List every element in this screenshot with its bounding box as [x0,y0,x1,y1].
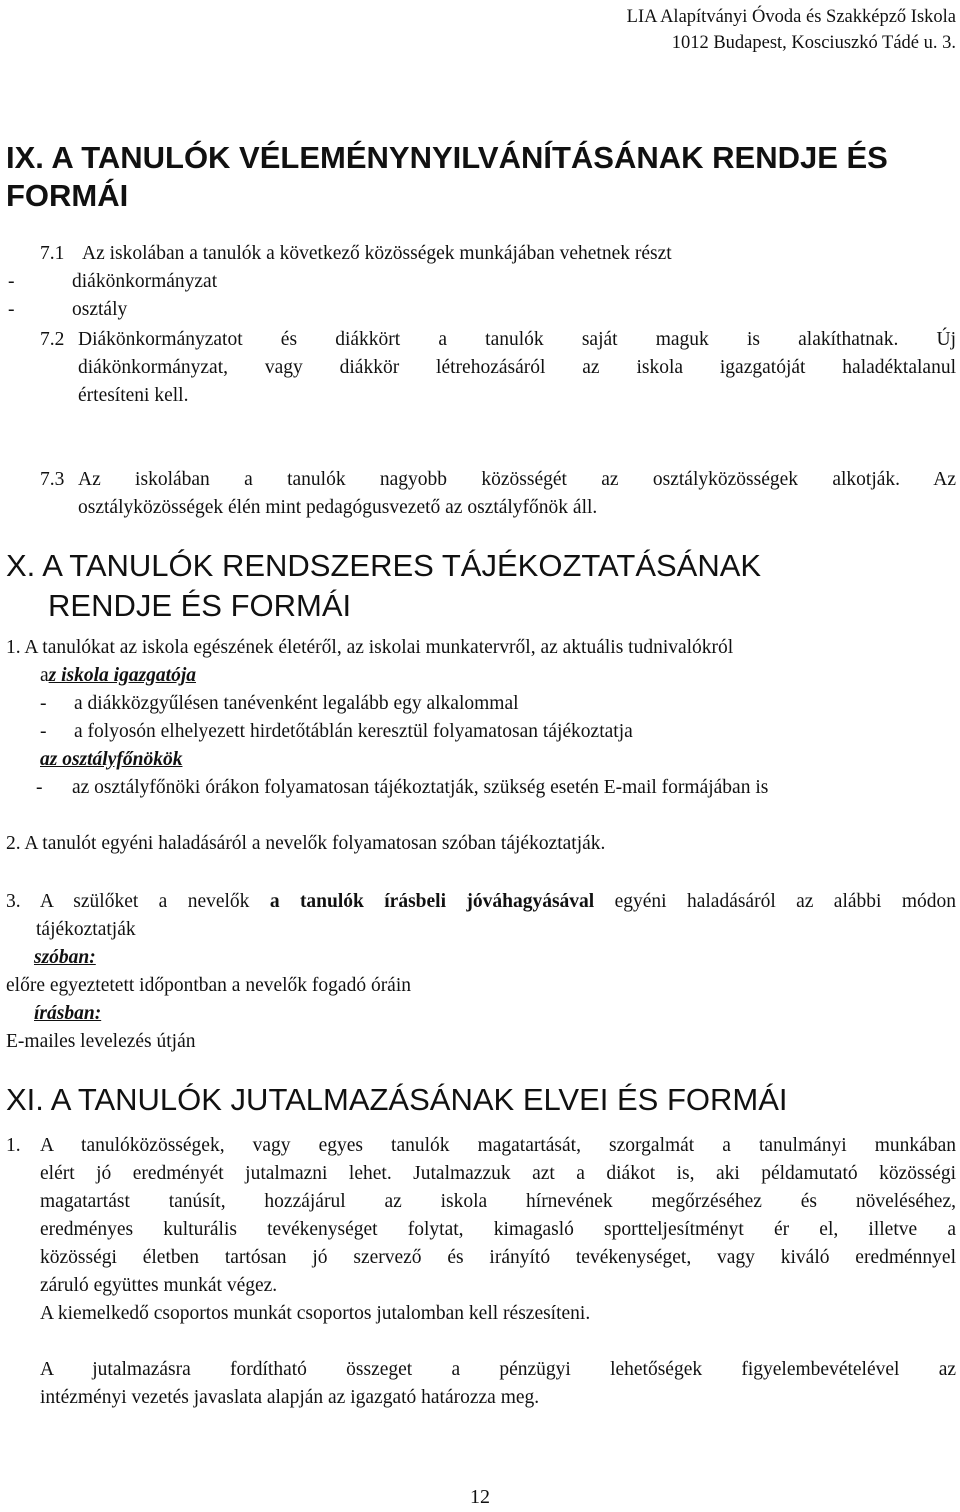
item-7-2-line1: Diákönkormányzatot és diákkört a tanulók saját maguk is alakíthatnak. Új [78,329,956,350]
item-7-3-line2: osztályközösségek élén mint pedagógusvezető az osztályfőnök áll. [78,497,598,518]
list-item-diakonkormanyzat: diákönkormányzat [72,271,218,292]
x-item-3-line1: 3. A szülőket a nevelők a tanulók írásbeli jóváhagyásával egyéni haladásáról az alábbi módon [6,891,956,912]
item-7-3-number: 7.3 [40,469,65,490]
xi-item-1-line1: A tanulóközösségek, vagy egyes tanulók magatartását, szorgalmát a tanulmányi munkában [40,1135,956,1156]
label-szoban: szóban: [34,947,96,968]
item-7-1-text: Az iskolában a tanulók a következő közösségek munkájában vehetnek részt [82,243,672,264]
xi-item-2-line2: intézményi vezetés javaslata alapján az igazgató határozza meg. [40,1387,540,1408]
page-number: 12 [470,1486,490,1508]
school-name: LIA Alapítványi Óvoda és Szakképző Iskola [626,7,956,27]
list-dash: - [8,271,15,292]
list-dash: - [8,299,15,320]
subheading-osztalyfonokok: az osztályfőnökök [40,749,183,770]
xi-item-1-number: 1. [6,1135,21,1156]
list-dash: - [36,777,43,798]
section-11-title: XI. A TANULÓK JUTALMAZÁSÁNAK ELVEI ÉS FORMÁI [6,1082,788,1117]
section-9-title-line2: FORMÁI [6,178,129,213]
x-item-3-line2: tájékoztatják [36,919,136,940]
x-item-1-text: 1. A tanulókat az iskola egészének életéről, az iskolai munkatervről, az aktuális tudnivalókról [6,637,734,658]
item-7-2-number: 7.2 [40,329,65,350]
list-item-osztaly: osztály [72,299,128,320]
section-10-title-line1: X. A TANULÓK RENDSZERES TÁJÉKOZTATÁSÁNAK [6,548,762,583]
list-dash: - [40,693,47,714]
x-item-2-text: 2. A tanulót egyéni haladásáról a nevelők folyamatosan szóban tájékoztatják. [6,833,606,854]
text-szoban: előre egyeztetett időpontban a nevelők fogadó óráin [6,975,412,996]
item-7-1-number: 7.1 [40,243,65,264]
section-9-title-line1: IX. A TANULÓK VÉLEMÉNYNYILVÁNÍTÁSÁNAK RENDJE ÉS [6,140,888,175]
xi-item-1-line6: záruló együttes munkát végez. [40,1275,278,1296]
item-7-3-line1: Az iskolában a tanulók nagyobb közösségét az osztályközösségek alkotják. Az [78,469,956,490]
list-item-osztalyfonoki-orak: az osztályfőnöki órákon folyamatosan tájékoztatják, szükség esetén E-mail formájában is [72,777,769,798]
xi-item-2-line1: A jutalmazásra fordítható összeget a pénzügyi lehetőségek figyelembevételével az [40,1359,956,1380]
section-10-title-line2: RENDJE ÉS FORMÁI [48,588,352,623]
subheading-igazgato: az iskola igazgatója [40,665,197,686]
list-item-hirdetotabla: a folyosón elhelyezett hirdetőtáblán keresztül folyamatosan tájékoztatja [74,721,633,742]
xi-item-1-line2: elért jó eredményét jutalmazni lehet. Jutalmazzuk azt a diákot is, aki példamutató közösségi [40,1163,956,1184]
school-address: 1012 Budapest, Kosciuszkó Tádé u. 3. [671,33,956,53]
xi-item-1-line3: magatartást tanúsít, hozzájárul az iskola hírnevének megőrzéséhez és növeléséhez, [40,1191,956,1212]
list-item-diakkozgyules: a diákközgyűlésen tanévenként legalább egy alkalommal [74,693,519,714]
item-7-2-line2: diákönkormányzat, vagy diákkör létrehozásáról az iskola igazgatóját haladéktalanul [78,357,956,378]
label-irasban: írásban: [34,1003,102,1024]
item-7-2-line3: értesíteni kell. [78,385,189,406]
xi-item-1-line5: közösségi életben tartósan jó szervező és irányító tevékenységet, vagy kiváló eredménnyel [40,1247,956,1268]
list-dash: - [40,721,47,742]
text-irasban: E-mailes levelezés útján [6,1031,196,1052]
xi-item-1-last: A kiemelkedő csoportos munkát csoportos jutalomban kell részesíteni. [40,1303,591,1324]
xi-item-1-line4: eredményes kulturális tevékenységet folytat, kimagasló sportteljesítményt ér el, illetve a [40,1219,956,1240]
school-header [627,4,956,56]
